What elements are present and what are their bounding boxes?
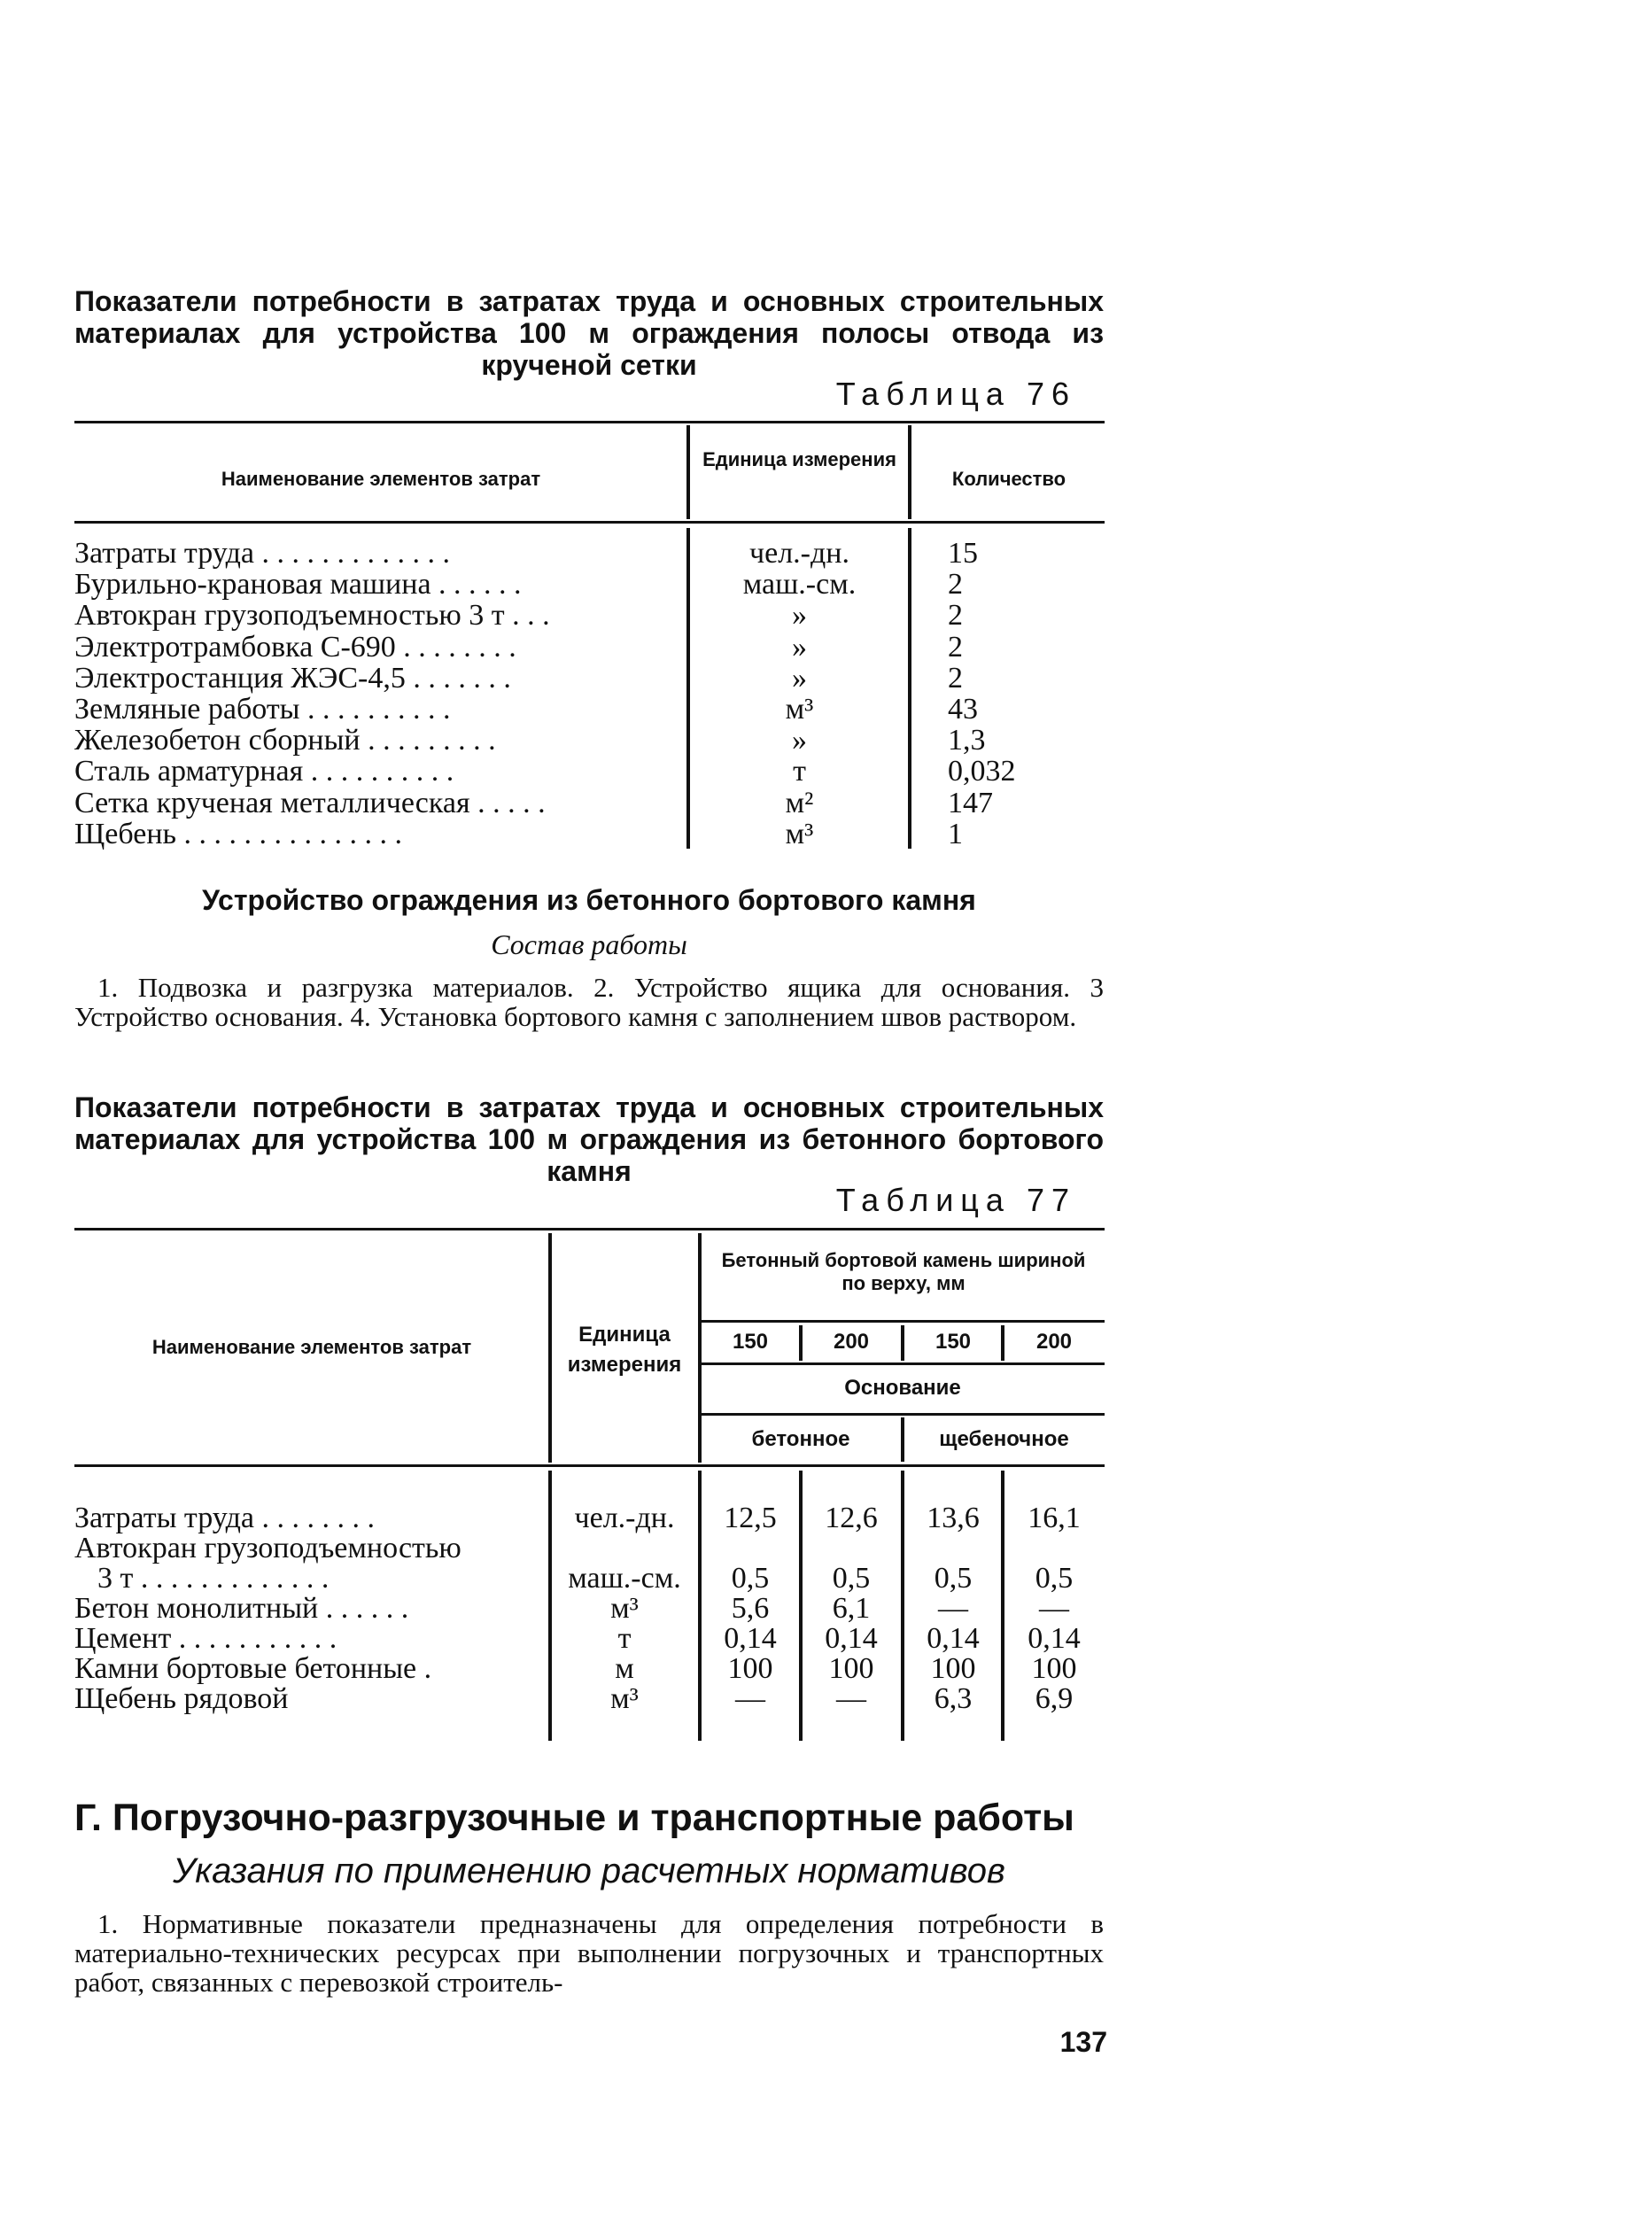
table77-row-value: 0,14	[1028, 1622, 1081, 1655]
table77-header-base: Основание	[844, 1376, 961, 1400]
table76-row-name: Сетка крученая металлическая . . . . .	[74, 787, 546, 819]
table77-row-value: 0,5	[832, 1562, 871, 1595]
table77-row-value: —	[836, 1682, 866, 1715]
table77-row-unit: т	[617, 1622, 632, 1655]
table77-row-value: 100	[1031, 1652, 1077, 1685]
table76-row-qty: 2	[948, 568, 963, 602]
table77-row-name: Автокран грузоподъемностью	[74, 1533, 461, 1564]
table77-col-sep	[901, 1471, 904, 1741]
table76-row-qty: 43	[948, 693, 978, 726]
curb-section-subtitle: Состав работы	[491, 928, 687, 960]
table76-caption: Показатели потребности в затратах труда и основных строительных материалах для устройства 100 м ограждения полосы отвода из крученой сетки	[74, 285, 1104, 381]
table77-row-name: Затраты труда . . . . . . . .	[74, 1502, 376, 1534]
table76-row-qty: 2	[948, 599, 963, 633]
table77-row-value: 13,6	[927, 1502, 980, 1534]
table76-header-unit: Единица измерения	[702, 448, 896, 470]
page-number: 137	[1059, 2026, 1107, 2058]
table76-row-unit: »	[792, 724, 807, 757]
table76-row-name: Земляные работы . . . . . . . . . .	[74, 694, 451, 726]
table77-header-base-type: щебеночное	[939, 1427, 1069, 1451]
table76-row-qty: 1	[948, 817, 963, 850]
table77-row-name: Бетон монолитный . . . . . .	[74, 1593, 409, 1625]
table77-row-value: 100	[727, 1652, 773, 1685]
table77-row-name: 3 т . . . . . . . . . . . . .	[97, 1563, 330, 1595]
table76-header-rule	[74, 521, 1105, 524]
table77-header-width: 200	[833, 1330, 870, 1354]
table77-row-value: 0,14	[927, 1622, 980, 1655]
table76-row-name: Электростанция ЖЭС-4,5 . . . . . . .	[74, 662, 511, 695]
table76-row-name: Щебень . . . . . . . . . . . . . . .	[74, 818, 403, 850]
table76-row-name: Электротрамбовка С-690 . . . . . . . .	[74, 631, 516, 664]
table77-row-value: 12,5	[724, 1502, 777, 1534]
table77-header-width: 150	[935, 1330, 972, 1354]
table77-row-unit: м	[615, 1652, 634, 1685]
table76-col-sep	[908, 425, 911, 519]
table77-row-value: 0,5	[934, 1562, 973, 1595]
table76-row-unit: »	[792, 599, 807, 633]
table76-row-qty: 147	[948, 786, 993, 819]
table77-widths-rule	[702, 1362, 1105, 1365]
table76-col-sep	[686, 528, 690, 849]
table77-row-value: 100	[930, 1652, 976, 1685]
table77-header-group: Бетонный бортовой камень шириной по верху, мм	[721, 1249, 1086, 1294]
table76-top-rule	[74, 421, 1105, 423]
table77-row-unit: маш.-см.	[568, 1562, 681, 1595]
table77-col-sep	[901, 1325, 904, 1361]
table77-row-value: 5,6	[731, 1592, 770, 1625]
table76-row-unit: м³	[785, 817, 814, 850]
table77-row-name: Щебень рядовой	[74, 1683, 289, 1715]
table76-row-qty: 1,3	[948, 724, 986, 757]
table77-header-name: Наименование элементов затрат	[151, 1336, 472, 1358]
table77-header-rule	[74, 1464, 1105, 1467]
table77-row-value: 0,14	[825, 1622, 878, 1655]
table77-header-width: 200	[1035, 1330, 1073, 1354]
table76-row-name: Затраты труда . . . . . . . . . . . . .	[74, 538, 451, 570]
curb-section-title: Устройство ограждения из бетонного бортового камня	[202, 884, 976, 916]
table76-col-sep	[908, 528, 911, 849]
table77-number: Таблица 77	[835, 1182, 1076, 1218]
table76-header-name: Наименование элементов затрат	[221, 468, 541, 490]
table77-col-sep	[548, 1471, 552, 1741]
table76-row-unit: м²	[785, 786, 814, 819]
table76-number: Таблица 76	[835, 376, 1076, 412]
table77-row-value: 6,9	[1035, 1682, 1074, 1715]
table76-row-unit: »	[792, 661, 807, 695]
table76-row-qty: 15	[948, 537, 978, 570]
table77-col-sep	[799, 1325, 803, 1361]
table77-row-unit: чел.-дн.	[574, 1502, 675, 1534]
table76-row-unit: чел.-дн.	[749, 537, 849, 570]
table77-row-value: 0,5	[1035, 1562, 1074, 1595]
table77-col-sep	[698, 1233, 702, 1463]
table77-row-name: Камни бортовые бетонные .	[74, 1653, 432, 1685]
table77-header-unit: Единица измерения	[567, 1323, 682, 1377]
table77-row-unit: м³	[610, 1592, 639, 1625]
table77-col-sep	[548, 1233, 552, 1463]
table76-row-unit: маш.-см.	[742, 568, 857, 602]
table77-col-sep	[901, 1417, 904, 1462]
section-g-text: 1. Нормативные показатели предназначены для определения потребности в материально-технических ресурсах при выполнении погрузочных и транспортных работ, связанных с перевозкой строитель-	[74, 1908, 1104, 1998]
table76-row-unit: м³	[785, 693, 814, 726]
table76-row-name: Бурильно-крановая машина . . . . . .	[74, 569, 522, 602]
table77-row-value: —	[938, 1592, 968, 1625]
table76-header-qty: Количество	[951, 468, 1066, 490]
table77-col-sep	[1001, 1471, 1004, 1741]
table76-row-name: Сталь арматурная . . . . . . . . . .	[74, 756, 454, 788]
section-g-title: Г. Погрузочно-разгрузочные и транспортные работы	[74, 1797, 1074, 1839]
table77-row-value: 12,6	[825, 1502, 878, 1534]
section-g-subtitle: Указания по применению расчетных нормативов	[173, 1851, 1005, 1890]
table77-row-value: —	[735, 1682, 765, 1715]
table76-row-qty: 2	[948, 630, 963, 664]
table77-row-value: 0,5	[731, 1562, 770, 1595]
table77-row-value: —	[1039, 1592, 1069, 1625]
table76-row-qty: 0,032	[948, 755, 1016, 788]
table77-row-unit: м³	[610, 1682, 639, 1715]
table77-top-rule	[74, 1228, 1105, 1230]
curb-section-text: 1. Подвозка и разгрузка материалов. 2. Устройство ящика для основания. 3 Устройство основания. 4. Установка бортового камня с заполнением швов раствором.	[74, 972, 1104, 1032]
table76-row-unit: »	[792, 630, 807, 664]
table77-col-sep	[1001, 1325, 1004, 1361]
table76-row-qty: 2	[948, 661, 963, 695]
table76-row-name: Автокран грузоподъемностью 3 т . . .	[74, 600, 550, 633]
table77-row-name: Цемент . . . . . . . . . . .	[74, 1623, 337, 1655]
table77-row-value: 0,14	[724, 1622, 777, 1655]
table77-header-base-type: бетонное	[751, 1427, 850, 1451]
table77-row-value: 16,1	[1028, 1502, 1081, 1534]
table77-row-value: 6,1	[832, 1592, 871, 1625]
table76-col-sep	[686, 425, 690, 519]
table77-row-value: 6,3	[934, 1682, 973, 1715]
table76-row-unit: т	[793, 755, 806, 788]
table77-row-value: 100	[828, 1652, 874, 1685]
table76-row-name: Железобетон сборный . . . . . . . . .	[74, 725, 496, 757]
table77-col-sep	[799, 1471, 803, 1741]
table77-caption: Показатели потребности в затратах труда и основных строительных материалах для устройства 100 м ограждения из бетонного бортового камня	[74, 1091, 1104, 1187]
table77-col-sep	[698, 1471, 702, 1741]
table77-base-rule	[702, 1413, 1105, 1416]
table77-header-width: 150	[732, 1330, 769, 1354]
table77-group-rule	[702, 1320, 1105, 1323]
